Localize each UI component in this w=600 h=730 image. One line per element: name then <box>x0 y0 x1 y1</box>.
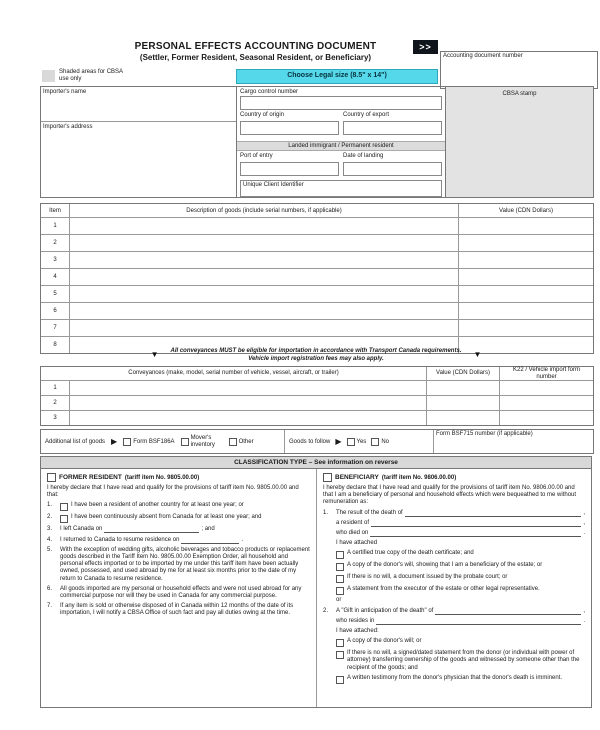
goods-value-cell[interactable] <box>459 252 593 268</box>
donor-residence-input[interactable] <box>376 618 581 625</box>
form-bsf186a-checkbox[interactable] <box>123 438 174 446</box>
beneficiary-tariff: (tariff item No. 9806.00.00) <box>381 474 457 481</box>
goods-description-cell[interactable] <box>70 303 459 319</box>
form-bsf186a-label: Form BSF186A <box>133 438 175 445</box>
goods-col-item: Item <box>41 204 70 217</box>
port-of-entry-input[interactable] <box>240 162 339 176</box>
former-item-6: 6. All goods imported are my personal or household effects and were not used abroad for any commercial purpose nor will they be used in Canada for any commercial purpose. <box>47 585 302 600</box>
conveyance-description-cell[interactable] <box>70 396 427 410</box>
former-item-1: 1. I have been a resident of another country for at least one year; or <box>47 502 310 511</box>
movers-inventory-label: Mover's inventory <box>190 435 215 448</box>
checkbox-icon[interactable] <box>336 651 344 659</box>
former-item-3: 3. I left Canada on ; and <box>47 526 215 533</box>
date-of-death-input[interactable] <box>370 530 581 537</box>
former-item-7: 7. If any item is sold or otherwise disposed of in Canada within 12 months of the date of its importation, I will notify a CBSA Office of such fact and pay all duties owing at the time. <box>47 603 294 617</box>
attached-label-2: I have attached: <box>336 628 379 635</box>
beneficiary-intro: I hereby declare that I have read and qualify for the provisions of tariff item No. 9806.00.00 and that I am a beneficiary of personal and household effects which were bequeathed to me without remuneration as: <box>323 485 577 506</box>
checkbox-icon[interactable] <box>47 473 56 482</box>
next-page-button[interactable]: >> <box>413 40 438 54</box>
conveyance-value-cell[interactable] <box>427 396 500 410</box>
goods-row-number: 8 <box>41 337 70 353</box>
down-arrow-icon: ▼ <box>473 350 482 359</box>
country-of-origin-input[interactable] <box>240 121 339 135</box>
right-arrow-icon: ▶ <box>335 436 342 446</box>
conveyance-k22-cell[interactable] <box>500 396 593 410</box>
unique-client-identifier-label: Unique Client Identifier <box>243 181 304 188</box>
donor-name-input[interactable] <box>435 608 581 615</box>
checkbox-icon[interactable] <box>323 473 332 482</box>
beneficiary-item-2: 2. A "Gift in anticipation of the death" of , <box>323 607 585 614</box>
former-item-5: 5. With the exception of wedding gifts, alcoholic beverages and tobacco products or replacement goods described in the Tariff Item No. 9805.00.00 Exemption Order, all household and personal effects imported or to be imported by me under this tariff item have been actually owned, possessed, and used abroad by me for at least six months prior to the date of my return to Canada to resume residence. <box>47 546 310 582</box>
additional-list-section <box>41 430 284 453</box>
checkbox-icon[interactable] <box>123 438 131 446</box>
country-of-origin-label: Country of origin <box>240 111 285 118</box>
additional-goods-bar <box>40 429 594 454</box>
notice-text <box>171 347 462 363</box>
importer-column <box>41 87 237 197</box>
date-of-landing-input[interactable] <box>343 162 442 176</box>
no-label: No <box>381 438 389 445</box>
goods-row-number: 2 <box>41 235 70 251</box>
landed-immigrant-bar: Landed immigrant / Permanent resident <box>237 141 445 151</box>
cargo-control-number-input[interactable] <box>240 96 442 110</box>
goods-row <box>41 268 593 285</box>
importer-address-field[interactable] <box>41 122 236 197</box>
probate-court-checkbox[interactable]: If there is no will, a document issued by the probate court; or <box>336 574 585 583</box>
former-resident-title: FORMER RESIDENT <box>59 474 122 481</box>
conveyance-description-cell[interactable] <box>70 411 427 425</box>
checkbox-icon[interactable] <box>60 515 68 523</box>
goods-to-follow-label: Goods to follow <box>289 438 331 445</box>
other-label: Other <box>238 438 254 445</box>
attached-label-1: I have attached <box>336 540 378 547</box>
goods-row-number: 4 <box>41 269 70 285</box>
conveyance-row <box>41 410 593 425</box>
form-title: PERSONAL EFFECTS ACCOUNTING DOCUMENT <box>134 41 377 52</box>
goods-col-description: Description of goods (include serial numbers, if applicable) <box>70 204 459 217</box>
checkbox-icon[interactable] <box>60 503 68 511</box>
goods-value-cell[interactable] <box>459 286 593 302</box>
donor-will-gift-checkbox[interactable]: A copy of the donor's will; or <box>336 638 585 647</box>
goods-description-cell[interactable] <box>70 269 459 285</box>
right-arrow-icon: ▶ <box>111 436 118 446</box>
conveyances-col-label: Conveyances (make, model, serial number of vehicle, vessel, aircraft, or trailer) <box>41 367 427 380</box>
goods-row-number: 5 <box>41 286 70 302</box>
conveyances-table-header <box>41 367 593 380</box>
former-resident-tariff: (tariff item No. 9805.00.00) <box>124 474 200 481</box>
checkbox-icon[interactable] <box>336 676 344 684</box>
goods-table-header <box>41 204 593 217</box>
date-left-canada-input[interactable] <box>104 526 199 533</box>
conveyance-k22-cell[interactable] <box>500 411 593 425</box>
goods-description-cell[interactable] <box>70 286 459 302</box>
former-intro: I hereby declare that I have read and qualify for the provisions of tariff item No. 9805.00.00 and that: <box>47 485 299 499</box>
goods-value-cell[interactable] <box>459 303 593 319</box>
choose-legal-size-button[interactable]: Choose Legal size (8.5" x 14") <box>236 69 438 84</box>
notice-line-2: Vehicle import registration fees may also apply. <box>248 356 384 362</box>
conveyance-value-cell[interactable] <box>427 381 500 395</box>
conveyance-row-number: 3 <box>41 411 70 425</box>
goods-value-cell[interactable] <box>459 235 593 251</box>
checkbox-icon[interactable] <box>371 438 379 446</box>
beneficiary-died-line: who died on . <box>336 530 585 537</box>
goods-row-number: 3 <box>41 252 70 268</box>
conveyance-value-cell[interactable] <box>427 411 500 425</box>
conveyances-col-value: Value (CDN Dollars) <box>427 367 500 380</box>
checkbox-icon[interactable] <box>336 575 344 583</box>
shaded-areas-note: Shaded areas for CBSA use only <box>59 69 123 82</box>
conveyance-k22-cell[interactable] <box>500 381 593 395</box>
goods-table <box>40 203 594 354</box>
classification-type-header: CLASSIFICATION TYPE – See information on reverse <box>40 456 592 468</box>
goods-follow-yes-checkbox[interactable] <box>347 438 367 446</box>
goods-to-follow-section <box>284 430 433 453</box>
donor-will-beneficiary-checkbox[interactable]: A copy of the donor's will, showing that I am a beneficiary of the estate; or <box>336 562 585 571</box>
port-of-entry-label: Port of entry <box>240 152 273 159</box>
checkbox-icon[interactable] <box>336 639 344 647</box>
goods-row <box>41 251 593 268</box>
importer-name-label: Importer's name <box>43 89 87 95</box>
beneficiary-option[interactable] <box>323 473 585 482</box>
conveyance-row <box>41 395 593 410</box>
goods-row <box>41 319 593 336</box>
goods-description-cell[interactable] <box>70 320 459 336</box>
checkbox-icon[interactable] <box>229 438 237 446</box>
unique-client-identifier-field[interactable] <box>240 180 442 197</box>
bsf715-number-field[interactable] <box>433 430 593 453</box>
goods-row <box>41 302 593 319</box>
conveyance-row-number: 2 <box>41 396 70 410</box>
death-certificate-checkbox[interactable]: A certified true copy of the death certificate; and <box>336 550 585 559</box>
former-resident-option[interactable] <box>47 473 310 482</box>
goods-follow-no-checkbox[interactable] <box>371 438 389 446</box>
cargo-control-number-label: Cargo control number <box>240 89 299 95</box>
conveyance-row-number: 1 <box>41 381 70 395</box>
goods-row-number: 1 <box>41 218 70 234</box>
bsf715-number-label: Form BSF715 number (if applicable) <box>436 431 533 437</box>
country-of-export-input[interactable] <box>343 121 442 135</box>
shipment-column <box>237 87 446 197</box>
date-of-landing-label: Date of landing <box>343 152 384 159</box>
conveyance-description-cell[interactable] <box>70 381 427 395</box>
classification-section <box>40 468 592 708</box>
goods-value-cell[interactable] <box>459 218 593 234</box>
checkbox-icon[interactable] <box>336 563 344 571</box>
notice-line-1: All conveyances MUST be eligible for importation in accordance with Transport Canada requirements. <box>170 348 462 354</box>
former-item-4: 4. I returned to Canada to resume residence on . <box>47 536 244 543</box>
form-subtitle: (Settler, Former Resident, Seasonal Resident, or Beneficiary) <box>139 53 372 62</box>
beneficiary-column <box>316 469 591 707</box>
beneficiary-title: BENEFICIARY <box>335 474 379 481</box>
other-checkbox[interactable] <box>229 438 254 446</box>
goods-value-cell[interactable] <box>459 269 593 285</box>
importer-name-field[interactable] <box>41 87 236 122</box>
down-arrow-icon: ▼ <box>150 350 159 359</box>
goods-row-number: 6 <box>41 303 70 319</box>
goods-value-cell[interactable] <box>459 320 593 336</box>
no-will-statement-checkbox[interactable]: If there is no will, a signed/dated statement from the donor (or individual with power of attorney) transferring ownership of the goods and witnessed by someone other than the recipient of the goods; and <box>336 650 585 672</box>
additional-list-label: Additional list of goods <box>45 438 106 445</box>
goods-row <box>41 234 593 251</box>
goods-description-cell[interactable] <box>70 235 459 251</box>
goods-description-cell[interactable] <box>70 218 459 234</box>
conveyances-table <box>40 366 594 426</box>
goods-row-number: 7 <box>41 320 70 336</box>
conveyance-row <box>41 380 593 395</box>
beneficiary-resident-line: a resident of , <box>336 519 585 526</box>
accounting-document-number-label: Accounting document number <box>443 53 523 59</box>
checkbox-icon[interactable] <box>181 438 189 446</box>
beneficiary-item-1: 1. The result of the death of , <box>323 509 585 516</box>
beneficiary-resides-line: who resides in . <box>336 617 585 624</box>
shaded-area-swatch <box>42 70 55 82</box>
or-label: or <box>336 597 342 604</box>
movers-inventory-checkbox[interactable] <box>181 435 223 448</box>
former-item-2: 2. I have been continuously absent from Canada for at least one year; and <box>47 514 310 523</box>
goods-col-value: Value (CDN Dollars) <box>499 207 553 214</box>
cbsa-stamp-area <box>446 87 593 197</box>
form-header <box>98 41 413 62</box>
yes-label: Yes <box>356 438 367 445</box>
date-returned-canada-input[interactable] <box>181 537 239 544</box>
deceased-name-input[interactable] <box>405 510 582 517</box>
goods-row <box>41 217 593 234</box>
conveyances-col-k22: K22 / Vehicle import form number <box>512 367 581 380</box>
checkbox-icon[interactable] <box>336 587 344 595</box>
executor-statement-checkbox[interactable]: A statement from the executor of the estate or other legal representative. <box>336 586 585 595</box>
checkbox-icon[interactable] <box>347 438 355 446</box>
physician-testimony-checkbox[interactable]: A written testimony from the donor's physician that the donor's death is imminent. <box>336 675 585 684</box>
importer-info-section <box>40 86 594 198</box>
former-resident-column <box>41 469 316 707</box>
checkbox-icon[interactable] <box>336 551 344 559</box>
importer-address-label: Importer's address <box>43 124 93 130</box>
goods-description-cell[interactable] <box>70 252 459 268</box>
deceased-residence-input[interactable] <box>371 520 581 527</box>
cbsa-stamp-label: CBSA stamp <box>502 91 537 97</box>
country-of-export-label: Country of export <box>343 111 390 118</box>
goods-row <box>41 285 593 302</box>
conveyance-notice <box>40 347 592 363</box>
accounting-document-number-field[interactable] <box>440 51 598 89</box>
